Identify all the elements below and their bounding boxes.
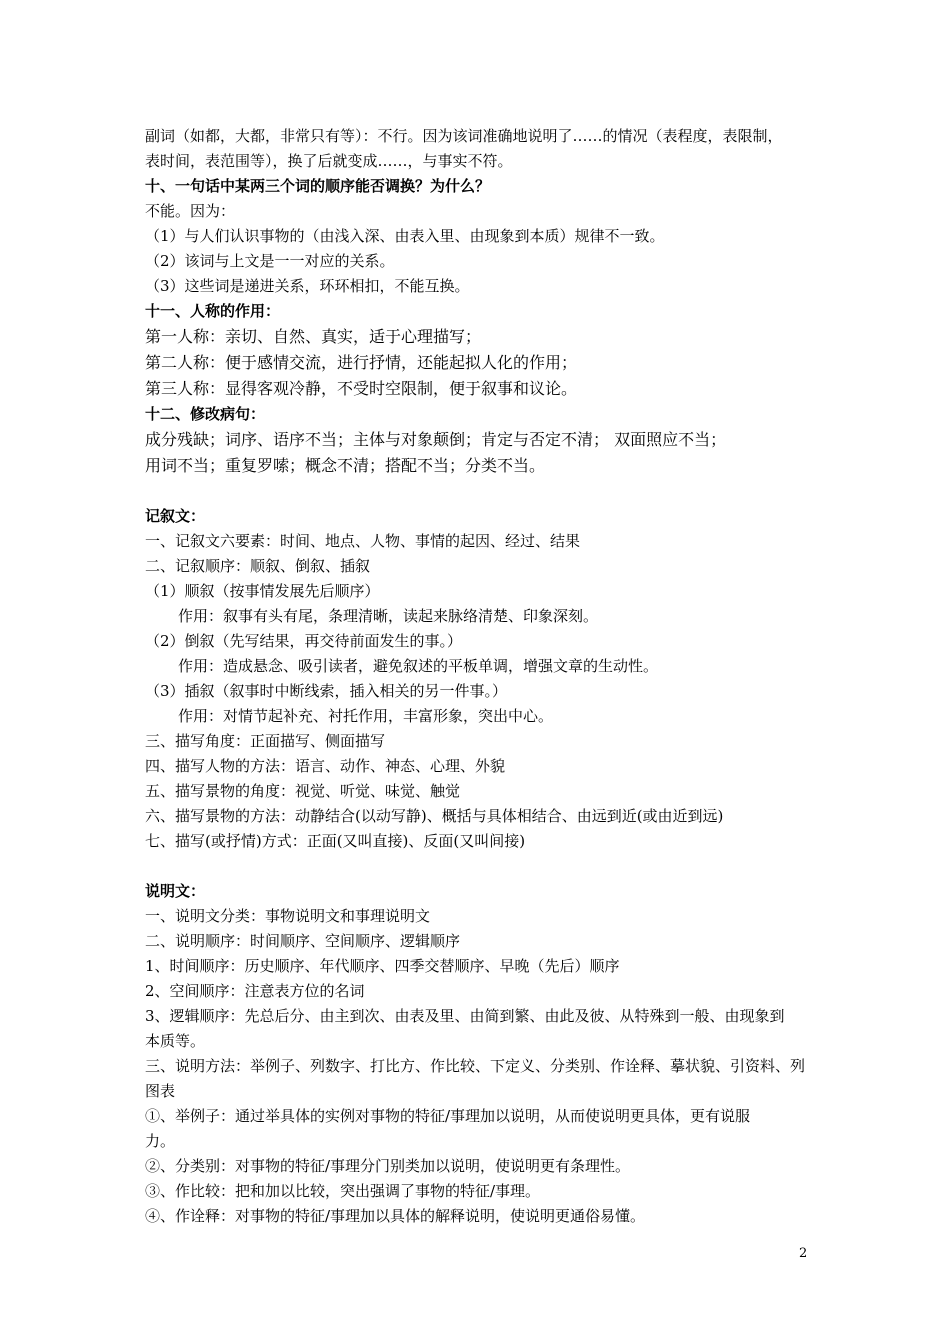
section-heading: 说明文： [145,882,206,900]
text-line: 六、描写景物的方法：动静结合(以动写静)、概括与具体相结合、由远到近(或由近到远) [145,807,724,825]
text-line: ④、作诠释：对事物的特征/事理加以具体的解释说明，使说明更通俗易懂。 [145,1207,646,1225]
text-line: 图表 [145,1082,176,1100]
section-heading: 记叙文： [145,507,206,525]
text-line: 三、说明方法：举例子、列数字、打比方、作比较、下定义、分类别、作诠释、摹状貌、引资料、列 [145,1057,806,1075]
text-line: 本质等。 [145,1032,206,1050]
text-line: 一、说明文分类：事物说明文和事理说明文 [145,907,431,925]
blank-line [145,479,815,504]
section-heading: 十二、修改病句： [145,405,266,423]
text-line: （3）这些词是递进关系，环环相扣，不能互换。 [145,277,470,295]
text-line: 三、描写角度：正面描写、侧面描写 [145,732,386,750]
text-line: 2、空间顺序：注意表方位的名词 [145,982,365,1000]
text-line: 不能。因为： [145,202,236,220]
text-line: 第二人称：便于感情交流，进行抒情，还能起拟人化的作用； [145,353,578,372]
section-heading: 十、一句话中某两三个词的顺序能否调换？为什么？ [145,177,491,195]
text-line: 第一人称：亲切、自然、真实，适于心理描写； [145,327,482,346]
text-line: 七、描写(或抒情)方式：正面(又叫直接)、反面(又叫间接) [145,832,526,850]
text-line: 二、记叙顺序：顺叙、倒叙、插叙 [145,557,371,575]
text-line: 作用：对情节起补充、衬托作用，丰富形象，突出中心。 [178,707,554,725]
blank-line [145,854,815,879]
text-line: 五、描写景物的角度：视觉、听觉、味觉、触觉 [145,782,461,800]
text-line: （2）倒叙（先写结果，再交待前面发生的事。） [145,632,463,650]
text-line: 作用：造成悬念、吸引读者，避免叙述的平板单调，增强文章的生动性。 [178,657,659,675]
text-line: ③、作比较：把和加以比较，突出强调了事物的特征/事理。 [145,1182,541,1200]
text-line: （1）与人们认识事物的（由浅入深、由表入里、由现象到本质）规律不一致。 [145,227,665,245]
page-body-text [145,124,815,1229]
text-line: ②、分类别：对事物的特征/事理分门别类加以说明，使说明更有条理性。 [145,1157,631,1175]
text-line: 成分残缺；词序、语序不当；主体与对象颠倒；肯定与否定不清； 双面照应不当； [145,430,727,449]
text-line: 用词不当；重复罗嗦；概念不清；搭配不当；分类不当。 [145,456,546,475]
text-line: 副词（如都，大都，非常只有等）：不行。因为该词准确地说明了……的情况（表程度，表限制， [145,127,783,145]
text-line: 表时间，表范围等），换了后就变成……，与事实不符。 [145,152,513,170]
text-line: 第三人称：显得客观冷静，不受时空限制，便于叙事和议论。 [145,379,578,398]
text-line: ①、举例子：通过举具体的实例对事物的特征/事理加以说明，从而使说明更具体，更有说服 [145,1107,751,1125]
text-line: 3、逻辑顺序：先总后分、由主到次、由表及里、由简到繁、由此及彼、从特殊到一般、由现象到 [145,1007,785,1025]
text-line: 一、记叙文六要素：时间、地点、人物、事情的起因、经过、结果 [145,532,581,550]
text-line: 作用：叙事有头有尾，条理清晰，读起来脉络清楚、印象深刻。 [178,607,599,625]
text-line: 1、时间顺序：历史顺序、年代顺序、四季交替顺序、早晚（先后）顺序 [145,957,620,975]
text-line: （3）插叙（叙事时中断线索，插入相关的另一件事。） [145,682,508,700]
text-line: （2）该词与上文是一一对应的关系。 [145,252,395,270]
section-heading: 十一、人称的作用： [145,302,281,320]
text-line: 力。 [145,1132,176,1150]
text-line: 二、说明顺序：时间顺序、空间顺序、逻辑顺序 [145,932,461,950]
page-number: 2 [799,1246,808,1261]
text-line: （1）顺叙（按事情发展先后顺序） [145,582,380,600]
text-line: 四、描写人物的方法：语言、动作、神态、心理、外貌 [145,757,506,775]
